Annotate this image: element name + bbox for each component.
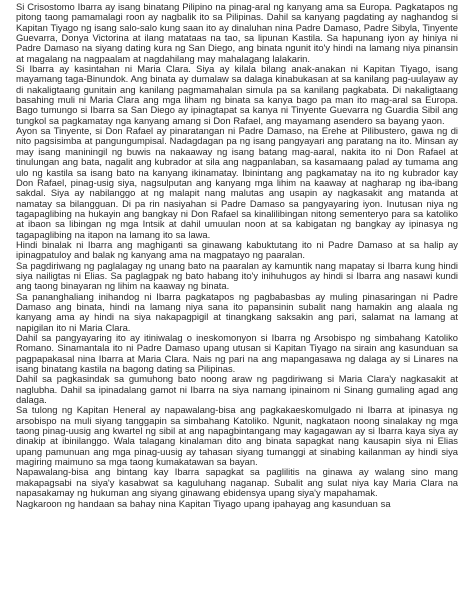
paragraph-7: Dahil sa pangyayaring ito ay itiniwalag o ineskomonyon si Ibarra ng Arsobispo ng simbahang Katoliko Romano. Sinamantala ito ni Padre Damaso upang utusan si Kapitan Tiyago na sirain ang kasunduan sa pagpapakasal nina Ibarra at Maria Clara. Nais ng pari na ang mapangasawa ng dalaga ay si Linares na isang binatang kastila na bagong dating sa Pilipinas. — [16, 332, 458, 375]
paragraph-5: Sa pagdiriwang ng paglalagay ng unang bato na paaralan ay kamuntik nang mapatay si Ibarra kung hindi siya nailigtas ni Elias. Sa paglagpak ng bato habang ito'y inihuhugos ay hindi si Ibarra ang nasawi kundi ang taong binayaran ng lihim na kaaway ng binata. — [16, 259, 458, 292]
paragraph-2: Si Ibarra ay kasintahan ni Maria Clara. Siya ay kilala bilang anak-anakan ni Kapitan Tiyago, isang mayamang taga-Binundok. Ang binata ay dumalaw sa dalaga kinabukasan at sa kanilang pag-uulayaw ay di nakaligtaang gunitain ang kanilang pagmamahalan simula pa sa kanilang pagkabata. Di nakaligtaang basahing muli ni Maria Clara ang mga liham ng binata sa kanya bago pa man ito mag-aral sa Europa. Bago tumungo si Ibarra sa San Diego ay ipinagtapat sa kanya ni Tinyente Guevarra ng Guardia Sibil ang tungkol sa pagkamatay nga kanyang amang si Don Rafael, ang mayamang asendero sa bayang yaon. — [16, 63, 458, 126]
paragraph-6: Sa pananghaliang inihandog ni Ibarra pagkatapos ng pagbabasbas ay muling pinasaringan ni Padre Damaso ang binata, hindi na lamang niya sana ito papansinin subalit nang hamakin ang alaala ng kanyang ama ay hindi na siya nakapagpigil at tinangkang saksakin ang pari, salamat na lamang at napigilan ito ni Maria Clara. — [16, 290, 458, 333]
paragraph-11: Nagkaroon ng handaan sa bahay nina Kapitan Tiyago upang ipahayag ang kasunduan sa — [16, 497, 391, 509]
paragraph-9: Sa tulong ng Kapitan Heneral ay napawalang-bisa ang pagkakaeskomulgado ni Ibarra at ipinasya ng arsobispo na muli siyang tanggapin sa simbahang Katoliko. Ngunit, nagkataon noong sinalakay ng mga taong pinag-uusig ang kwartel ng sibil at ang napagbintangang may kagagawan ay si Ibarra kaya siya ay dinakip at ibinilanggo. Wala talagang kinalaman dito ang binata sapagkat nang kausapin siya ni Elias upang pamunuan ang mga pinag-uusig ay tahasan siyang tumanggi at sinabing kailanman ay hindi siya magiring maimuno sa mga taong kumakatawan sa bayan. — [16, 404, 458, 468]
paragraph-8: Dahil sa pagkasindak sa gumuhong bato noong araw ng pagdiriwang si Maria Clara'y nagkasakit at naglubha. Dahil sa ipinadalang gamot ni Ibarra na siya namang ipinainom ni Sinang gumaling agad ang dalaga. — [16, 373, 458, 406]
document-page — [16, 2, 458, 610]
paragraph-10: Napawalang-bisa ang bintang kay Ibarra sapagkat sa paglilitis na ginawa ay walang sino mang makapagsabi na siya'y kasabwat sa kaguluhang naganap. Subalit ang sulat niya kay Maria Clara na napasakamay ng hukuman ang siyang ginawang ebidensya upang siya'y mapahamak. — [16, 466, 458, 499]
paragraph-4: Hindi binalak ni Ibarra ang maghiganti sa ginawang kabuktutang ito ni Padre Damaso at sa halip ay ipinagpatuloy and balak ng kanyang ama na magpatayo ng paaralan. — [16, 238, 458, 261]
paragraph-3: Ayon sa Tinyente, si Don Rafael ay pinaratangan ni Padre Damaso, na Erehe at Pilibustero, gawa ng di nito pagsisimba at pangungumpisal. Nadagdagan pa ng isang pangyayari ang paratang na ito. Minsan ay may isang maniningil ng buwis na nakaaway ng isang batang mag-aaral, nakita ito ni Don Rafael at tinulungan ang bata, nagalit ang kubrador at sila ang nagpanlaban, sa kasamaang palad ay tumama ang ulo ng kastila sa isang bato na kanyang ikinamatay. Ibinintang ang pagkamatay na ito ng kubrador kay Don Rafael, pinag-usig siya, nagsulputan ang kanyang mga lihim na kaaway at nagharap ng iba-ibang sakdal. Siya ay nabilanggo at ng malapit nang malutas ang usapin ay nagkasakit ang matanda at namatay sa bilangguan. Di pa rin nasiyahan si Padre Damaso sa pangyayaring iyon. Inutusan niya ng tagapaglibing na hukayin ang bangkay ni Don Rafael sa kinalilibingan nitong sementeryo para sa katoliko at ibaon sa libingan ng mga Intsik at dahil umuulan noon at sa kabigatan ng bangkay ay ipinasya ng tagapaglibing na itapon na lamang ito sa lawa. — [16, 125, 458, 240]
paragraph-1: Si Crisostomo Ibarra ay isang binatang Pilipino na pinag-aral ng kanyang ama sa Europa. Pagkatapos ng pitong taong pamamalagi roon ay nagbalik ito sa Pilipinas. Dahil sa kanyang pagdating ay naghandog si Kapitan Tiyago ng isang salo-salo kung saan ito ay dinaluhan nina Padre Damaso, Padre Sibyla, Tinyente Guevarra, Donya Victorina at ilang matataas na tao, sa lipunan Kastila. Sa hapunang iyon ay hiniya ni Padre Damaso na siyang dating kura ng San Diego, ang binata ngunit ito'y hindi na lamang niya pinansin at magalang na nagpaalam at nagdahilang may mahalagang lalakarin. — [16, 2, 458, 64]
